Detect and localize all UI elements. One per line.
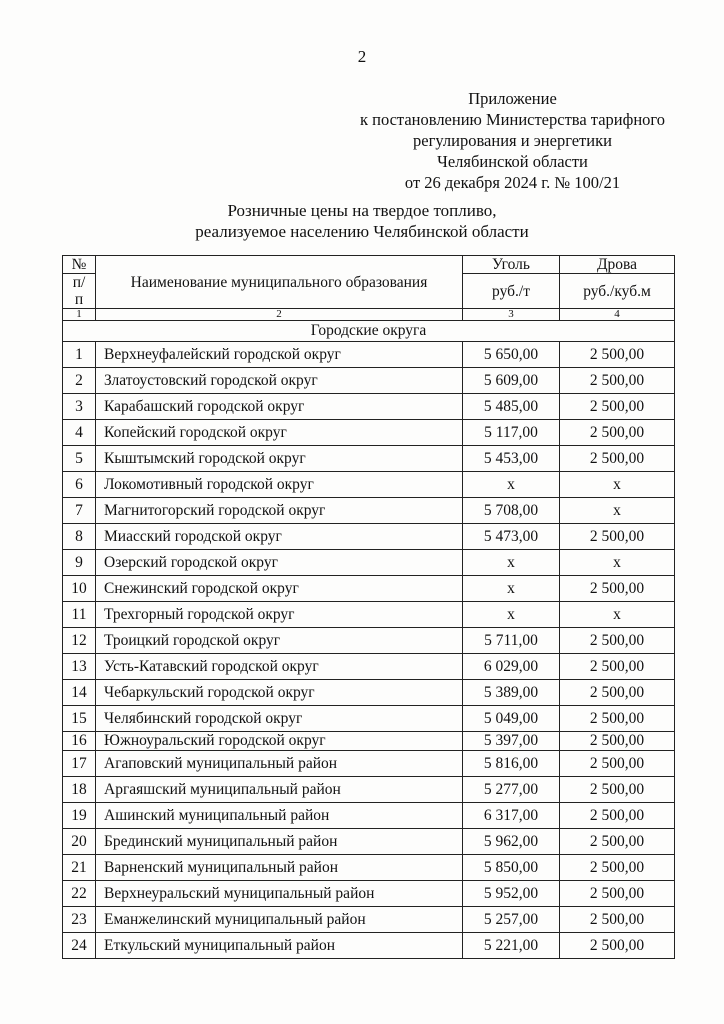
wood-price: х — [560, 498, 675, 524]
section-row — [63, 321, 675, 342]
column-numbers-row — [63, 309, 675, 321]
coal-price: 5 952,00 — [463, 881, 560, 907]
column-number: 1 — [63, 309, 96, 321]
coal-price: 5 117,00 — [463, 420, 560, 446]
wood-price: 2 500,00 — [560, 881, 675, 907]
table-row — [63, 394, 675, 420]
municipality-name: Карабашский городской округ — [96, 394, 463, 420]
appendix-header — [340, 88, 685, 193]
row-number: 11 — [63, 602, 96, 628]
row-number: 12 — [63, 628, 96, 654]
table-row — [63, 524, 675, 550]
header-coal: Уголь — [463, 256, 560, 274]
municipality-name: Озерский городской округ — [96, 550, 463, 576]
row-number: 14 — [63, 680, 96, 706]
coal-price: 5 485,00 — [463, 394, 560, 420]
column-number: 2 — [96, 309, 463, 321]
coal-price: 5 650,00 — [463, 342, 560, 368]
row-number: 23 — [63, 907, 96, 933]
header-wood-unit: руб./куб.м — [560, 274, 675, 309]
table-row — [63, 342, 675, 368]
wood-price: 2 500,00 — [560, 654, 675, 680]
municipality-name: Копейский городской округ — [96, 420, 463, 446]
header-num-bottom: п/п — [63, 274, 96, 309]
table-row — [63, 751, 675, 777]
wood-price: 2 500,00 — [560, 368, 675, 394]
wood-price: 2 500,00 — [560, 732, 675, 751]
row-number: 6 — [63, 472, 96, 498]
coal-price: х — [463, 602, 560, 628]
coal-price: х — [463, 576, 560, 602]
municipality-name: Троицкий городской округ — [96, 628, 463, 654]
coal-price: 5 257,00 — [463, 907, 560, 933]
table-header-row — [63, 256, 675, 274]
municipality-name: Кыштымский городской округ — [96, 446, 463, 472]
row-number: 19 — [63, 803, 96, 829]
row-number: 24 — [63, 933, 96, 959]
row-number: 22 — [63, 881, 96, 907]
table-row — [63, 881, 675, 907]
table-row — [63, 602, 675, 628]
table-row — [63, 628, 675, 654]
wood-price: 2 500,00 — [560, 933, 675, 959]
coal-price: 5 962,00 — [463, 829, 560, 855]
table-row — [63, 829, 675, 855]
municipality-name: Верхнеуральский муниципальный район — [96, 881, 463, 907]
appendix-line-2: к постановлению Министерства тарифного — [359, 110, 666, 129]
municipality-name: Челябинский городской округ — [96, 706, 463, 732]
coal-price: 5 049,00 — [463, 706, 560, 732]
municipality-name: Агаповский муниципальный район — [96, 751, 463, 777]
title-line-1: Розничные цены на твердое топливо, — [227, 201, 497, 220]
table-row — [63, 907, 675, 933]
section-title: Городские округа — [63, 321, 675, 342]
municipality-name: Еткульский муниципальный район — [96, 933, 463, 959]
table-row — [63, 732, 675, 751]
table-row — [63, 933, 675, 959]
row-number: 13 — [63, 654, 96, 680]
header-coal-unit: руб./т — [463, 274, 560, 309]
wood-price: 2 500,00 — [560, 524, 675, 550]
table-row — [63, 803, 675, 829]
row-number: 5 — [63, 446, 96, 472]
coal-price: х — [463, 550, 560, 576]
row-number: 15 — [63, 706, 96, 732]
municipality-name: Южноуральский городской округ — [96, 732, 463, 751]
table-row — [63, 855, 675, 881]
coal-price: 6 317,00 — [463, 803, 560, 829]
coal-price: 5 221,00 — [463, 933, 560, 959]
municipality-name: Локомотивный городской округ — [96, 472, 463, 498]
table-row — [63, 777, 675, 803]
row-number: 21 — [63, 855, 96, 881]
table-row — [63, 420, 675, 446]
title-line-2: реализуемое населению Челябинской области — [195, 222, 529, 241]
wood-price: 2 500,00 — [560, 829, 675, 855]
coal-price: 5 473,00 — [463, 524, 560, 550]
coal-price: 5 453,00 — [463, 446, 560, 472]
wood-price: 2 500,00 — [560, 420, 675, 446]
wood-price: 2 500,00 — [560, 446, 675, 472]
table-row — [63, 706, 675, 732]
table-row — [63, 498, 675, 524]
table-row — [63, 680, 675, 706]
coal-price: 5 708,00 — [463, 498, 560, 524]
header-num-top: № — [63, 256, 96, 274]
wood-price: 2 500,00 — [560, 803, 675, 829]
row-number: 17 — [63, 751, 96, 777]
table-row — [63, 576, 675, 602]
coal-price: 5 277,00 — [463, 777, 560, 803]
wood-price: 2 500,00 — [560, 576, 675, 602]
wood-price: 2 500,00 — [560, 907, 675, 933]
document-title — [0, 200, 724, 242]
row-number: 3 — [63, 394, 96, 420]
municipality-name: Златоустовский городской округ — [96, 368, 463, 394]
column-number: 4 — [560, 309, 675, 321]
wood-price: 2 500,00 — [560, 628, 675, 654]
row-number: 1 — [63, 342, 96, 368]
municipality-name: Чебаркульский городской округ — [96, 680, 463, 706]
wood-price: х — [560, 550, 675, 576]
appendix-line-3: регулирования и энергетики — [413, 131, 612, 150]
row-number: 18 — [63, 777, 96, 803]
municipality-name: Снежинский городской округ — [96, 576, 463, 602]
municipality-name: Еманжелинский муниципальный район — [96, 907, 463, 933]
table-row — [63, 368, 675, 394]
table-row — [63, 472, 675, 498]
coal-price: 5 397,00 — [463, 732, 560, 751]
row-number: 9 — [63, 550, 96, 576]
wood-price: 2 500,00 — [560, 706, 675, 732]
municipality-name: Аргаяшский муниципальный район — [96, 777, 463, 803]
page-number: 2 — [357, 47, 367, 66]
row-number: 16 — [63, 732, 96, 751]
coal-price: 5 816,00 — [463, 751, 560, 777]
coal-price: 5 389,00 — [463, 680, 560, 706]
wood-price: 2 500,00 — [560, 342, 675, 368]
municipality-name: Ашинский муниципальный район — [96, 803, 463, 829]
wood-price: 2 500,00 — [560, 855, 675, 881]
municipality-name: Миасский городской округ — [96, 524, 463, 550]
coal-price: х — [463, 472, 560, 498]
row-number: 2 — [63, 368, 96, 394]
municipality-name: Усть-Катавский городской округ — [96, 654, 463, 680]
prices-table — [62, 255, 675, 959]
municipality-name: Брединский муниципальный район — [96, 829, 463, 855]
table-row — [63, 446, 675, 472]
wood-price: 2 500,00 — [560, 751, 675, 777]
wood-price: х — [560, 472, 675, 498]
appendix-line-5: от 26 декабря 2024 г. № 100/21 — [404, 173, 621, 192]
municipality-name: Варненский муниципальный район — [96, 855, 463, 881]
row-number: 7 — [63, 498, 96, 524]
wood-price: 2 500,00 — [560, 394, 675, 420]
table-row — [63, 654, 675, 680]
coal-price: 5 711,00 — [463, 628, 560, 654]
wood-price: 2 500,00 — [560, 680, 675, 706]
table-row — [63, 550, 675, 576]
header-wood: Дрова — [560, 256, 675, 274]
appendix-line-1: Приложение — [468, 89, 557, 108]
appendix-line-4: Челябинской области — [437, 152, 588, 171]
municipality-name: Верхнеуфалейский городской округ — [96, 342, 463, 368]
coal-price: 5 850,00 — [463, 855, 560, 881]
wood-price: 2 500,00 — [560, 777, 675, 803]
coal-price: 6 029,00 — [463, 654, 560, 680]
column-number: 3 — [463, 309, 560, 321]
row-number: 10 — [63, 576, 96, 602]
wood-price: х — [560, 602, 675, 628]
row-number: 8 — [63, 524, 96, 550]
coal-price: 5 609,00 — [463, 368, 560, 394]
municipality-name: Трехгорный городской округ — [96, 602, 463, 628]
header-name: Наименование муниципального образования — [96, 256, 463, 309]
municipality-name: Магнитогорский городской округ — [96, 498, 463, 524]
row-number: 20 — [63, 829, 96, 855]
row-number: 4 — [63, 420, 96, 446]
